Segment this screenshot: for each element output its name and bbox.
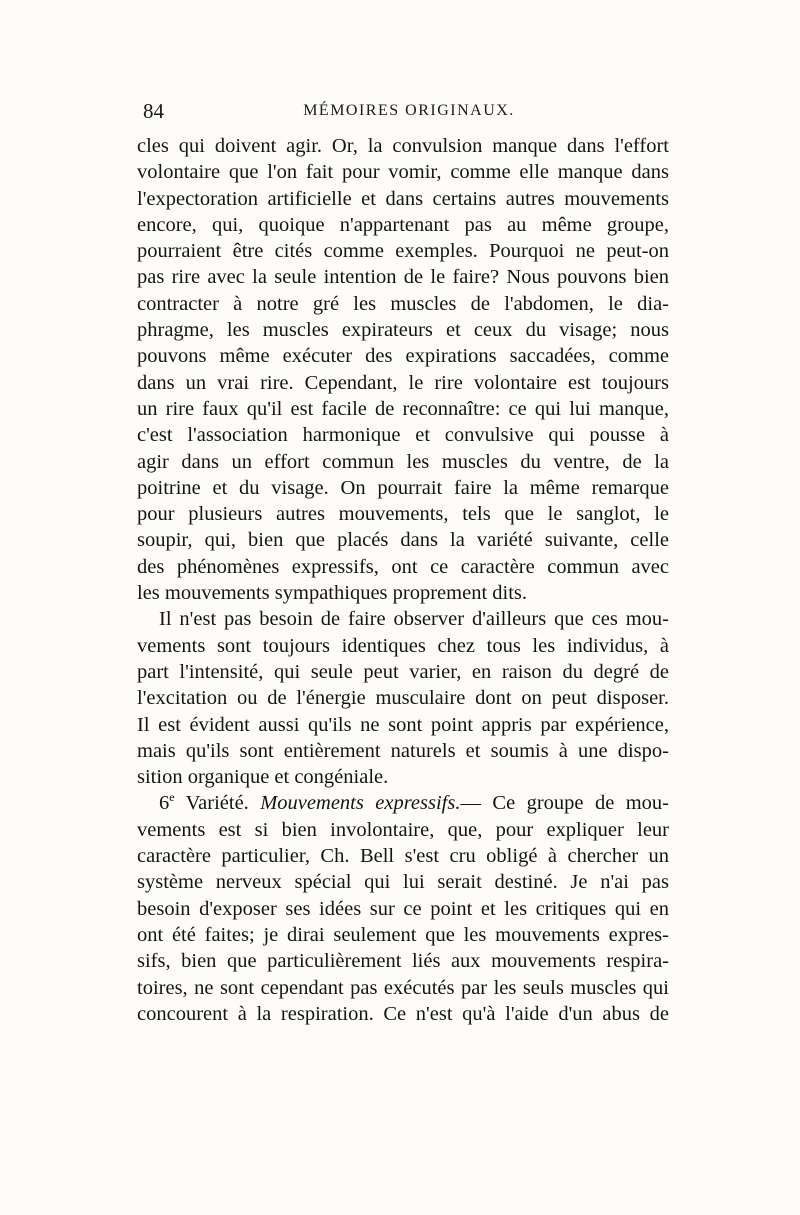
text-line: mais qu'ils sont entièrement naturels et soumis à une dispo-	[137, 739, 669, 762]
text-line: encore, qui, quoique n'appartenant pas au même groupe,	[137, 213, 669, 236]
variety-title: Mouvements expressifs.	[260, 792, 461, 815]
variety-superscript: e	[169, 790, 175, 805]
text-line: ont été faites; je dirai seulement que les mouvements expres-	[137, 923, 669, 946]
text-line: pas rire avec la seule intention de le faire? Nous pouvons bien	[137, 266, 669, 289]
text-line: l'expectoration artificielle et dans certains autres mouvements	[137, 187, 669, 210]
text-line: sition organique et congéniale.	[137, 766, 389, 789]
variety-rest: — Ce groupe de mou-	[460, 792, 669, 815]
text-line: Il est évident aussi qu'ils ne sont point appris par expérience,	[137, 713, 669, 736]
text-line: sifs, bien que particulièrement liés aux mouvements respira-	[137, 950, 669, 973]
page-number: 84	[143, 99, 164, 123]
text-line: un rire faux qu'il est facile de reconnaître: ce qui lui manque,	[137, 397, 669, 420]
text-line: contracter à notre gré les muscles de l'abdomen, le dia-	[137, 292, 669, 315]
running-head: MÉMOIRES ORIGINAUX.	[303, 102, 515, 119]
body-text	[137, 133, 669, 1027]
text-line: les mouvements sympathiques proprement dits.	[137, 582, 528, 605]
text-line: cles qui doivent agir. Or, la convulsion manque dans l'effort	[137, 135, 669, 157]
text-line: poitrine et du visage. On pourrait faire la même remarque	[137, 476, 669, 499]
text-line: concourent à la respiration. Ce n'est qu'à l'aide d'un abus de	[137, 1002, 669, 1025]
text-line: caractère particulier, Ch. Bell s'est cru obligé à chercher un	[137, 845, 669, 868]
text-line: besoin d'exposer ses idées sur ce point et les critiques qui en	[137, 897, 669, 920]
variety-number: 6	[159, 792, 170, 815]
text-line: système nerveux spécial qui lui serait destiné. Je n'ai pas	[137, 871, 669, 894]
text-line: phragme, les muscles expirateurs et ceux du visage; nous	[137, 319, 669, 342]
text-line: pour plusieurs autres mouvements, tels que le sanglot, le	[137, 503, 669, 526]
text-line: pourraient être cités comme exemples. Pourquoi ne peut-on	[137, 240, 669, 263]
text-line: dans un vrai rire. Cependant, le rire volontaire est toujours	[137, 371, 669, 394]
variety-heading-line	[137, 790, 669, 816]
text-line: des phénomènes expressifs, ont ce caractère commun avec	[137, 555, 669, 578]
text-line: soupir, qui, bien que placés dans la variété suivante, celle	[137, 529, 669, 552]
text-line: agir dans un effort commun les muscles du ventre, de la	[137, 450, 669, 473]
text-line: toires, ne sont cependant pas exécutés par les seuls muscles qui	[137, 976, 669, 999]
text-line: c'est l'association harmonique et convulsive qui pousse à	[137, 424, 669, 447]
text-line: volontaire que l'on fait pour vomir, comme elle manque dans	[137, 161, 669, 184]
text-line: vements sont toujours identiques chez tous les individus, à	[137, 634, 669, 657]
text-line: Il n'est pas besoin de faire observer d'ailleurs que ces mou-	[159, 608, 669, 631]
text-line: pouvons même exécuter des expirations saccadées, comme	[137, 345, 669, 368]
page-header	[143, 99, 675, 127]
text-line: vements est si bien involontaire, que, pour expliquer leur	[137, 818, 669, 841]
text-line: part l'intensité, qui seule peut varier, en raison du degré de	[137, 660, 669, 683]
variety-label: Variété.	[174, 792, 261, 815]
text-line: l'excitation ou de l'énergie musculaire dont on peut disposer.	[137, 687, 669, 710]
